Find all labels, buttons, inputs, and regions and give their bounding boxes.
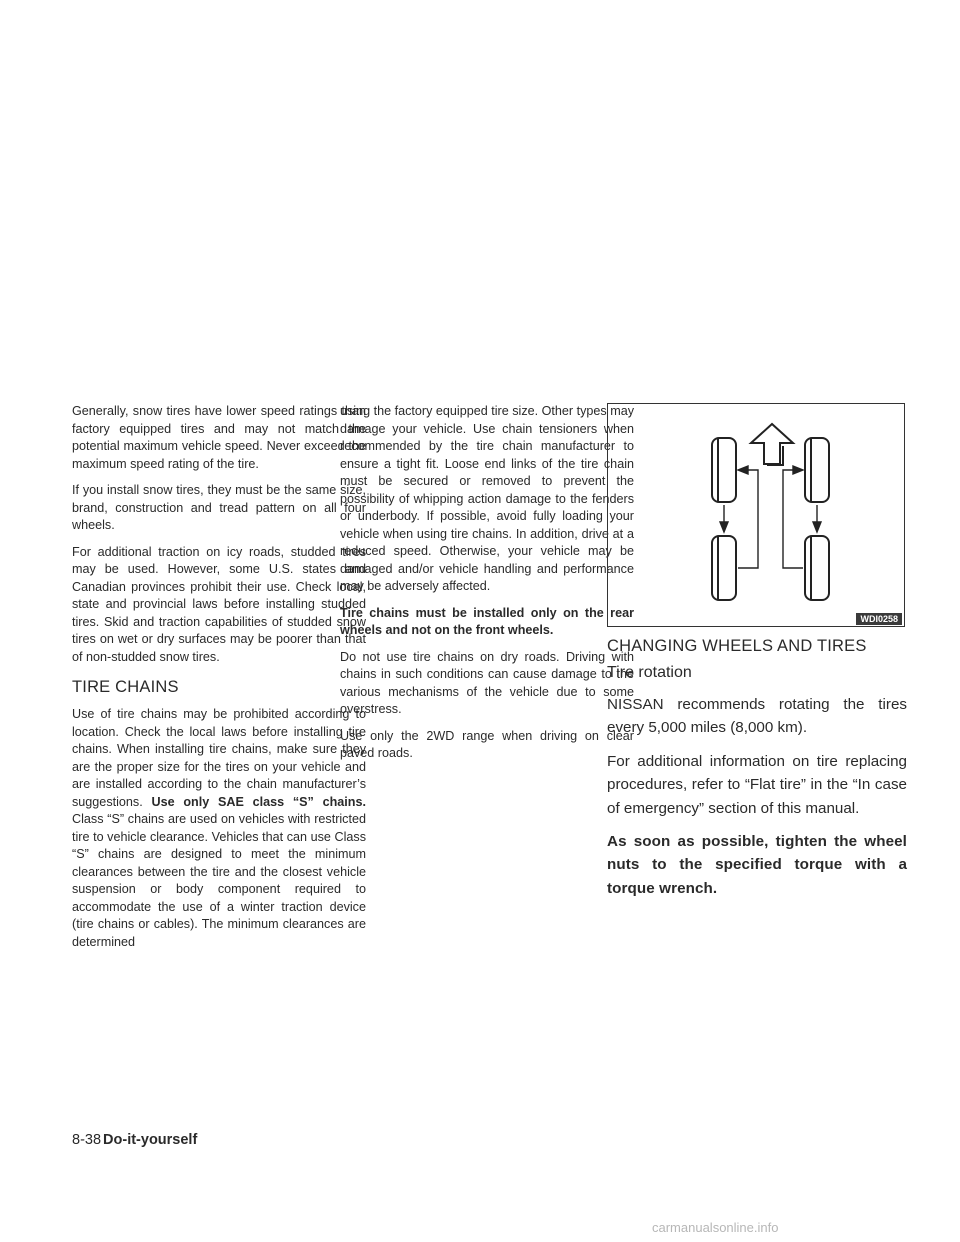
column-middle	[340, 403, 634, 772]
page-footer	[72, 1132, 197, 1148]
text-sae-class-s: Use only SAE class “S” chains.	[151, 794, 366, 809]
paragraph-dry-roads: Do not use tire chains on dry roads. Driving with chains in such conditions can cause damage to the various mechanisms of the vehicle due to some overstress.	[340, 649, 634, 716]
column-right	[607, 403, 907, 910]
paragraph-tire-chains	[72, 706, 366, 951]
text-chains-intro: Use of tire chains may be prohibited according to location. Check the local laws before installing tire chains. When installing tire chains, make sure they are the proper size for the tires on your vehicle and are installed according to the chain manufacturer’s suggestions.	[72, 707, 366, 809]
paragraph-snow-tire-speed: Generally, snow tires have lower speed ratings than factory equipped tires and may not match the potential maximum vehicle speed. Never exceed the maximum speed rating of the tire.	[72, 404, 366, 471]
paragraph-snow-tire-match: If you install snow tires, they must be the same size, brand, construction and tread pattern on all four wheels.	[72, 483, 366, 532]
figure-label: WDI0258	[856, 613, 902, 625]
text-chains-class-s: Class “S” chains are used on vehicles with restricted tire to vehicle clearance. Vehicles that can use Class “S” chains are designed to meet the minimum clearances between the tire and the closest vehicle suspension or body component required to accommodate the use of a winter traction device (tire chains or cables). The minimum clearances are determined	[72, 812, 366, 949]
tire-rotation-svg	[608, 404, 904, 626]
heading-tire-chains: TIRE CHAINS	[72, 678, 179, 696]
paragraph-replacement-info: For additional information on tire replacing procedures, refer to “Flat tire” in the “In case of emergency” section of this manual.	[607, 752, 907, 817]
heading-changing-wheels: CHANGING WHEELS AND TIRES	[607, 637, 867, 655]
paragraph-chain-tensioners: using the factory equipped tire size. Other types may damage your vehicle. Use chain tensioners when recommended by the tire chain manufacturer to ensure a tight fit. Loose end links of the tire chain must be secured or removed to prevent the possibility of whipping action damage to the fenders or underbody. If possible, avoid fully loading your vehicle when using tire chains. In addition, drive at a reduced speed. Otherwise, your vehicle may be damaged and/or vehicle handling and performance may be adversely affected.	[340, 404, 635, 593]
subheading-tire-rotation: Tire rotation	[607, 664, 692, 681]
column-left	[72, 403, 366, 960]
paragraph-2wd-range: Use only the 2WD range when driving on clear paved roads.	[340, 728, 634, 760]
watermark: carmanualsonline.info	[652, 1220, 779, 1235]
section-name: Do-it-yourself	[103, 1132, 198, 1148]
page-number: 8-38	[72, 1132, 102, 1148]
up-arrow-icon	[751, 424, 793, 465]
paragraph-studded-tires: For additional traction on icy roads, studded tires may be used. However, some U.S. states and Canadian provinces prohibit their use. Check local, state and provincial laws before installing studded tires. Skid and traction capabilities of studded snow tires on wet or dry surfaces may be poorer than that of non-studded snow tires.	[72, 544, 366, 664]
paragraph-chains-rear-wheels: Tire chains must be installed only on the rear wheels and not on the front wheels.	[340, 605, 634, 637]
tire-rotation-diagram	[607, 403, 905, 627]
paragraph-rotation-interval: NISSAN recommends rotating the tires every 5,000 miles (8,000 km).	[607, 696, 907, 737]
paragraph-torque-warning: As soon as possible, tighten the wheel nuts to the specified torque with a torque wrench.	[607, 833, 907, 897]
